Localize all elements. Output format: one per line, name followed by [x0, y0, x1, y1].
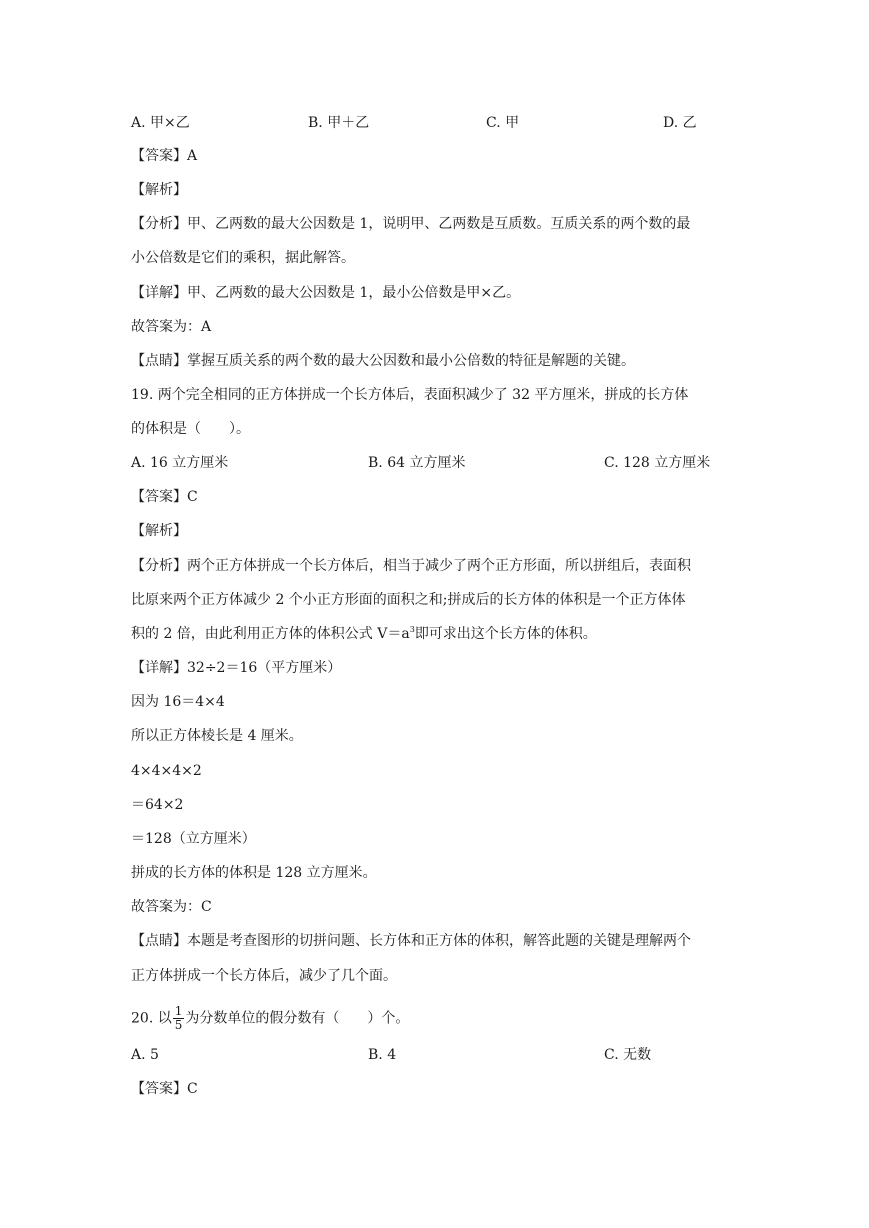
q19-stem-line-1: 19. 两个完全相同的正方体拼成一个长方体后，表面积减少了 32 平方厘米，拼成的长方体: [131, 387, 689, 403]
q20-stem-pre: 20. 以: [131, 1010, 172, 1027]
q18-fenxi-line-1: 【分析】甲、乙两数的最大公因数是 1，说明甲、乙两数是互质数。互质关系的两个数的最: [131, 216, 691, 232]
q19-fenxi-line-3-post: 即可求出这个长方体的体积。: [414, 626, 597, 642]
q20-stem: [131, 1005, 409, 1032]
q19-step-6: ＝128（立方厘米）: [131, 831, 256, 847]
q19-stem-line-2: 的体积是（ ）。: [131, 421, 250, 437]
fraction-numerator: 1: [174, 1004, 183, 1018]
q19-option-a: A. 16 立方厘米: [131, 455, 229, 471]
q19-fenxi-line-3-pre: 积的 2 倍，由此利用正方体的体积公式 V＝a: [131, 626, 410, 642]
fraction-denominator: 5: [174, 1018, 183, 1032]
q18-answer: 【答案】A: [131, 148, 198, 164]
q19-step-2: 因为 16＝4×4: [131, 694, 225, 710]
q19-option-b: B. 64 立方厘米: [368, 455, 466, 471]
q19-analysis-heading: 【解析】: [131, 523, 187, 539]
q18-option-c: C. 甲: [486, 115, 520, 131]
q18-option-a: A. 甲×乙: [131, 115, 190, 131]
q18-final-answer: 故答案为：A: [131, 319, 212, 335]
q18-xiangjie: 【详解】甲、乙两数的最大公因数是 1，最小公倍数是甲×乙。: [131, 285, 521, 301]
q19-step-5: ＝64×2: [131, 797, 184, 813]
q19-fenxi-line-1: 【分析】两个正方体拼成一个长方体后，相当于减少了两个正方形面，所以拼组后，表面积: [131, 558, 691, 574]
q19-dianjing-line-2: 正方体拼成一个长方体后，减少了几个面。: [131, 968, 397, 984]
q20-stem-post: 为分数单位的假分数有（ ）个。: [185, 1010, 410, 1027]
q19-step-7: 拼成的长方体的体积是 128 立方厘米。: [131, 865, 377, 881]
q18-option-b: B. 甲＋乙: [308, 115, 370, 131]
q19-answer: 【答案】C: [131, 489, 198, 505]
q19-dianjing-line-1: 【点睛】本题是考查图形的切拼问题、长方体和正方体的体积，解答此题的关键是理解两个: [131, 933, 691, 949]
q20-option-a: A. 5: [131, 1047, 159, 1063]
fraction-one-fifth: [173, 1005, 185, 1032]
q19-final-answer: 故答案为：C: [131, 899, 212, 915]
q20-option-b: B. 4: [368, 1047, 397, 1063]
q19-step-3: 所以正方体棱长是 4 厘米。: [131, 728, 303, 744]
q18-fenxi-line-2: 小公倍数是它们的乘积，据此解答。: [131, 250, 355, 266]
cube-exponent: 3: [409, 625, 415, 634]
q19-option-c: C. 128 立方厘米: [604, 455, 711, 471]
q19-step-1: 【详解】32÷2＝16（平方厘米）: [131, 660, 342, 676]
q19-fenxi-line-2: 比原来两个正方体减少 2 个小正方形面的面积之和;拼成后的长方体的体积是一个正方体体: [131, 592, 686, 608]
q20-answer: 【答案】C: [131, 1081, 198, 1097]
q20-option-c: C. 无数: [604, 1047, 652, 1063]
q19-fenxi-line-3: [131, 624, 597, 644]
q19-step-4: 4×4×4×2: [131, 763, 202, 779]
q18-dianjing: 【点睛】掌握互质关系的两个数的最大公因数和最小公倍数的特征是解题的关键。: [131, 353, 635, 369]
q18-analysis-heading: 【解析】: [131, 182, 187, 198]
q18-option-d: D. 乙: [663, 115, 697, 131]
